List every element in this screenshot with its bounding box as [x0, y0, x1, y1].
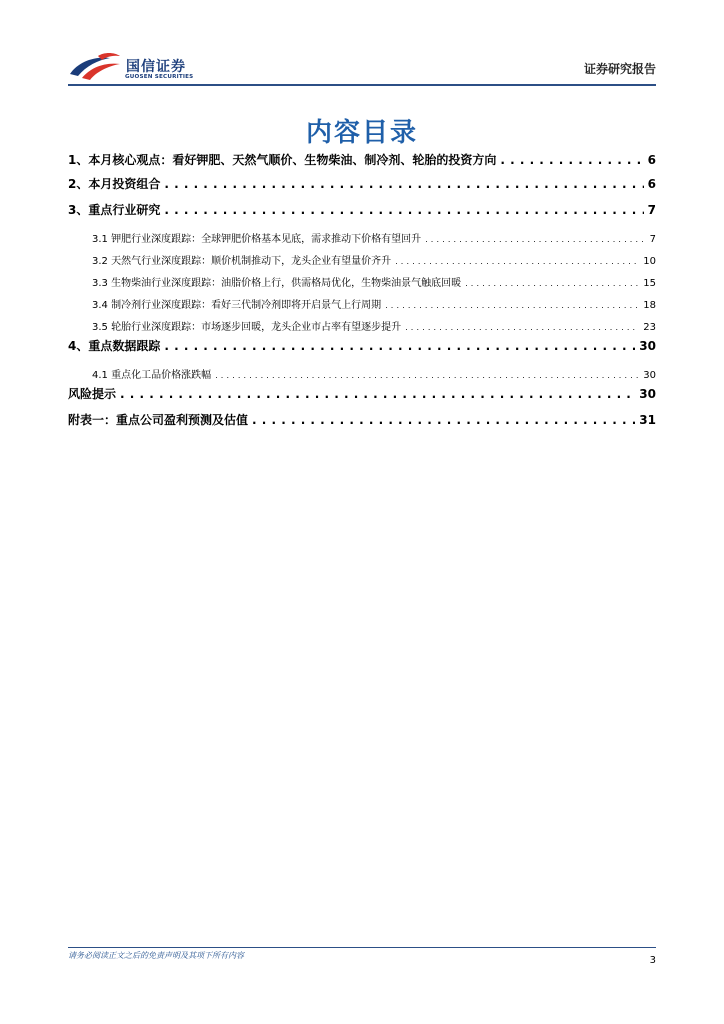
toc-entry-text: 1、本月核心观点：看好钾肥、天然气顺价、生物柴油、制冷剂、轮胎的投资方向: [68, 153, 497, 167]
toc-leader-dots: [425, 235, 646, 244]
toc-entry-page: 6: [647, 177, 656, 191]
toc-entry-page: 30: [639, 339, 656, 353]
toc-entry-3-5[interactable]: [68, 315, 656, 337]
toc-entry-text: 3、重点行业研究: [68, 203, 161, 217]
toc-entry-page: 7: [647, 203, 656, 217]
toc-entry-appendix[interactable]: [68, 411, 656, 437]
toc-entry-text: 4.1 重点化工品价格涨跌幅: [92, 370, 212, 381]
toc-entry-text: 2、本月投资组合: [68, 177, 161, 191]
toc-entry-3[interactable]: [68, 201, 656, 227]
toc-entry-text: 3.1 钾肥行业深度跟踪：全球钾肥价格基本见底，需求推动下价格有望回升: [92, 234, 422, 245]
toc-entry-page: 6: [647, 153, 656, 167]
toc-entry-page: 30: [639, 387, 656, 401]
toc-entry-page: 18: [643, 300, 656, 311]
toc-entry-page: 10: [643, 256, 656, 267]
logo-english-name: GUOSEN SECURITIES: [125, 74, 194, 80]
toc-entry-text: 3.2 天然气行业深度跟踪：顺价机制推动下，龙头企业有望量价齐升: [92, 256, 392, 267]
toc-entry-page: 23: [643, 322, 656, 333]
toc-entry-3-2[interactable]: [68, 249, 656, 271]
toc-leader-dots: [252, 413, 635, 427]
guosen-logo: [68, 52, 198, 84]
toc-entry-text: 附表一：重点公司盈利预测及估值: [68, 413, 249, 427]
toc-entry-3-3[interactable]: [68, 271, 656, 293]
table-of-contents: [68, 151, 656, 437]
toc-leader-dots: [500, 153, 643, 167]
toc-entry-text: 4、重点数据跟踪: [68, 339, 161, 353]
page-number: 3: [649, 955, 656, 966]
page-header: [68, 48, 656, 88]
toc-entry-risk[interactable]: [68, 385, 656, 411]
toc-entry-page: 31: [639, 413, 656, 427]
logo-chinese-name: 国信证券: [126, 59, 186, 75]
toc-entry-text: 3.3 生物柴油行业深度跟踪：油脂价格上行，供需格局优化，生物柴油景气触底回暖: [92, 278, 462, 289]
disclaimer-note: 请务必阅读正文之后的免责声明及其项下所有内容: [68, 951, 244, 960]
toc-entry-text: 3.5 轮胎行业深度跟踪：市场逐步回暖，龙头企业市占率有望逐步提升: [92, 322, 402, 333]
footer-divider: [68, 947, 656, 948]
toc-entry-3-1[interactable]: [68, 227, 656, 249]
toc-entry-2[interactable]: [68, 175, 656, 201]
toc-title: 内容目录: [305, 118, 418, 148]
toc-entry-4[interactable]: [68, 337, 656, 363]
toc-entry-3-4[interactable]: [68, 293, 656, 315]
toc-entry-1[interactable]: [68, 151, 656, 175]
header-divider: [68, 84, 656, 86]
toc-entry-4-1[interactable]: [68, 363, 656, 385]
toc-leader-dots: [405, 323, 639, 332]
toc-leader-dots: [465, 279, 639, 288]
toc-entry-page: 30: [643, 370, 656, 381]
report-type-label: 证券研究报告: [583, 62, 656, 76]
toc-entry-page: 7: [649, 234, 656, 245]
toc-leader-dots: [164, 177, 643, 191]
toc-leader-dots: [385, 301, 639, 310]
toc-leader-dots: [164, 203, 643, 217]
toc-entry-page: 15: [643, 278, 656, 289]
toc-leader-dots: [215, 371, 639, 380]
guosen-logo-mark-icon: [68, 52, 122, 82]
toc-entry-text: 风险提示: [68, 387, 117, 401]
toc-leader-dots: [395, 257, 639, 266]
toc-leader-dots: [164, 339, 635, 353]
toc-leader-dots: [120, 387, 635, 401]
toc-entry-text: 3.4 制冷剂行业深度跟踪：看好三代制冷剂即将开启景气上行周期: [92, 300, 382, 311]
